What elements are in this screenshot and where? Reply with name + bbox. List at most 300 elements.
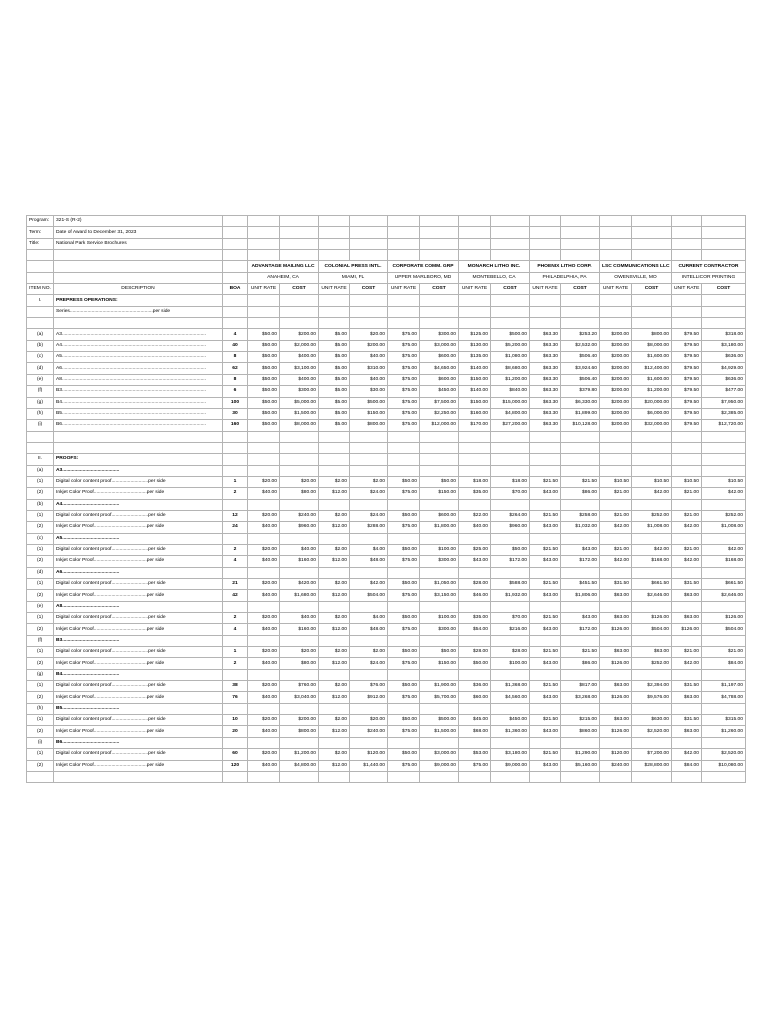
item-number: (b) bbox=[27, 340, 54, 351]
size-group-row bbox=[27, 567, 746, 578]
item-number: (1) bbox=[27, 681, 54, 692]
unit-rate-cell: $21.00 bbox=[600, 510, 632, 521]
item-description: Digital color content proof...........................per side bbox=[54, 681, 223, 692]
unit-rate-cell: $126.00 bbox=[600, 726, 632, 737]
unit-rate-cell: $25.00 bbox=[459, 544, 491, 555]
cost-cell: $84.00 bbox=[702, 658, 746, 669]
boa-quantity: 2 bbox=[223, 613, 248, 624]
cost-cell: $253.20 bbox=[561, 329, 600, 340]
cost-cell: $24.00 bbox=[350, 658, 388, 669]
cost-cell: $3,000.00 bbox=[420, 340, 459, 351]
cost-cell: $800.00 bbox=[632, 329, 672, 340]
item-number: (2) bbox=[27, 658, 54, 669]
unit-rate-cell: $28.00 bbox=[459, 579, 491, 590]
cost-cell: $400.00 bbox=[280, 374, 319, 385]
unit-rate-cell: $2.00 bbox=[319, 544, 350, 555]
item-description: A3.......................................................................................................... bbox=[54, 329, 223, 340]
item-description: Digital color content proof...........................per side bbox=[54, 510, 223, 521]
cost-cell: $506.40 bbox=[561, 352, 600, 363]
boa-quantity: 1 bbox=[223, 647, 248, 658]
cost-cell: $6,000.00 bbox=[632, 408, 672, 419]
cost-header: COST bbox=[420, 284, 459, 295]
note-row bbox=[27, 306, 746, 317]
term-value: Date of Award to December 31, 2023 bbox=[54, 227, 223, 238]
cost-cell: $76.00 bbox=[350, 681, 388, 692]
unit-rate-cell: $75.00 bbox=[388, 488, 420, 499]
unit-rate-cell: $200.00 bbox=[600, 397, 632, 408]
cost-cell: $2,646.00 bbox=[632, 590, 672, 601]
cost-cell: $912.00 bbox=[350, 692, 388, 703]
unit-rate-cell: $79.50 bbox=[672, 397, 702, 408]
unit-rate-cell: $20.00 bbox=[248, 681, 280, 692]
item-number: (i) bbox=[27, 420, 54, 431]
item-description: Digital color content proof...........................per side bbox=[54, 579, 223, 590]
cost-cell: $636.00 bbox=[702, 352, 746, 363]
cost-header: COST bbox=[491, 284, 530, 295]
term-row bbox=[27, 227, 746, 238]
unit-rate-cell: $2.00 bbox=[319, 579, 350, 590]
unit-rate-cell: $54.00 bbox=[459, 624, 491, 635]
cost-cell: $860.00 bbox=[561, 726, 600, 737]
cost-cell: $500.00 bbox=[420, 715, 459, 726]
bidder-name: LSC COMMUNICATIONS LLC bbox=[600, 261, 672, 272]
unit-rate-cell: $50.00 bbox=[388, 715, 420, 726]
cost-cell: $24.00 bbox=[350, 510, 388, 521]
unit-rate-cell: $50.00 bbox=[388, 476, 420, 487]
cost-cell: $504.00 bbox=[702, 624, 746, 635]
unit-rate-cell: $68.00 bbox=[459, 726, 491, 737]
unit-rate-cell: $200.00 bbox=[600, 386, 632, 397]
unit-rate-cell: $40.00 bbox=[248, 522, 280, 533]
item-number: (e) bbox=[27, 601, 54, 612]
title-label: Title: bbox=[27, 238, 54, 249]
cost-cell: $504.00 bbox=[350, 590, 388, 601]
table-row bbox=[27, 590, 746, 601]
cost-cell: $216.00 bbox=[491, 624, 530, 635]
unit-rate-cell: $63.00 bbox=[600, 590, 632, 601]
unit-rate-cell: $140.00 bbox=[459, 386, 491, 397]
cost-cell: $588.00 bbox=[491, 579, 530, 590]
item-no-header: ITEM NO. bbox=[27, 284, 54, 295]
cost-cell: $252.00 bbox=[632, 510, 672, 521]
table-row bbox=[27, 374, 746, 385]
item-number: (c) bbox=[27, 533, 54, 544]
item-description: B6.......................................................................................................... bbox=[54, 420, 223, 431]
section-title: PREPRESS OPERATIONS: bbox=[54, 295, 223, 306]
unit-rate-cell: $140.00 bbox=[459, 363, 491, 374]
unit-rate-cell: $43.00 bbox=[530, 624, 561, 635]
cost-cell: $1,260.00 bbox=[702, 726, 746, 737]
item-description: Digital color content proof...........................per side bbox=[54, 476, 223, 487]
cost-cell: $450.00 bbox=[420, 386, 459, 397]
bidder-location: OWENSVILLE, MO bbox=[600, 272, 672, 283]
item-description: A6.......................................................................................................... bbox=[54, 363, 223, 374]
blank-row bbox=[27, 318, 746, 329]
title-row bbox=[27, 238, 746, 249]
unit-rate-cell: $40.00 bbox=[248, 692, 280, 703]
blank-row bbox=[27, 442, 746, 453]
cost-cell: $4,800.00 bbox=[280, 760, 319, 771]
item-number: (d) bbox=[27, 363, 54, 374]
unit-rate-cell: $50.00 bbox=[248, 408, 280, 419]
cost-header: COST bbox=[561, 284, 600, 295]
item-description: A5.......................................................................................................... bbox=[54, 352, 223, 363]
item-description: A5.......................................... bbox=[54, 533, 223, 544]
boa-quantity: 8 bbox=[223, 374, 248, 385]
spacer-row bbox=[27, 250, 746, 261]
unit-rate-cell: $63.30 bbox=[530, 386, 561, 397]
unit-rate-cell: $200.00 bbox=[600, 340, 632, 351]
cost-cell: $400.00 bbox=[280, 352, 319, 363]
table-row bbox=[27, 613, 746, 624]
cost-cell: $63.00 bbox=[632, 647, 672, 658]
table-row bbox=[27, 658, 746, 669]
item-number: (a) bbox=[27, 329, 54, 340]
unit-rate-cell: $126.00 bbox=[672, 624, 702, 635]
cost-cell: $2,250.00 bbox=[420, 408, 459, 419]
item-description: Inkjet Color Proof.......................................per side bbox=[54, 522, 223, 533]
unit-rate-cell: $63.30 bbox=[530, 397, 561, 408]
unit-rate-cell: $40.00 bbox=[459, 522, 491, 533]
cost-cell: $3,924.60 bbox=[561, 363, 600, 374]
cost-cell: $40.00 bbox=[280, 613, 319, 624]
unit-rate-cell: $50.00 bbox=[248, 386, 280, 397]
cost-cell: $760.00 bbox=[280, 681, 319, 692]
item-number: (1) bbox=[27, 510, 54, 521]
table-row bbox=[27, 510, 746, 521]
item-number: (1) bbox=[27, 715, 54, 726]
unit-rate-cell: $42.00 bbox=[672, 556, 702, 567]
unit-rate-cell: $40.00 bbox=[248, 658, 280, 669]
unit-rate-cell: $42.00 bbox=[672, 749, 702, 760]
unit-rate-cell: $126.00 bbox=[600, 692, 632, 703]
unit-rate-cell: $2.00 bbox=[319, 749, 350, 760]
item-number: (2) bbox=[27, 760, 54, 771]
cost-cell: $4,800.00 bbox=[491, 408, 530, 419]
unit-rate-cell: $12.00 bbox=[319, 522, 350, 533]
cost-cell: $86.00 bbox=[561, 658, 600, 669]
cost-cell: $42.00 bbox=[702, 544, 746, 555]
column-header-row bbox=[27, 284, 746, 295]
unit-rate-cell: $75.00 bbox=[388, 522, 420, 533]
bidder-name: MONARCH LITHO INC. bbox=[459, 261, 530, 272]
cost-cell: $50.00 bbox=[491, 544, 530, 555]
table-row bbox=[27, 647, 746, 658]
size-group-row bbox=[27, 703, 746, 714]
unit-rate-cell: $21.00 bbox=[600, 488, 632, 499]
cost-cell: $4,650.00 bbox=[420, 363, 459, 374]
size-group-row bbox=[27, 499, 746, 510]
unit-rate-cell: $50.00 bbox=[248, 420, 280, 431]
cost-cell: $40.00 bbox=[350, 352, 388, 363]
unit-rate-cell: $18.00 bbox=[459, 476, 491, 487]
unit-rate-cell: $21.50 bbox=[530, 715, 561, 726]
cost-header: COST bbox=[350, 284, 388, 295]
unit-rate-cell: $5.00 bbox=[319, 374, 350, 385]
item-description: Inkjet Color Proof.......................................per side bbox=[54, 692, 223, 703]
item-number: (f) bbox=[27, 386, 54, 397]
unit-rate-cell: $75.00 bbox=[388, 363, 420, 374]
unit-rate-cell: $125.00 bbox=[459, 329, 491, 340]
unit-rate-cell: $5.00 bbox=[319, 340, 350, 351]
unit-rate-cell: $79.50 bbox=[672, 386, 702, 397]
unit-rate-cell: $43.00 bbox=[530, 522, 561, 533]
blank-row bbox=[27, 431, 746, 442]
item-number: II. bbox=[27, 454, 54, 465]
cost-cell: $27,200.00 bbox=[491, 420, 530, 431]
item-number: (c) bbox=[27, 352, 54, 363]
cost-cell: $80.00 bbox=[280, 488, 319, 499]
unit-rate-cell: $2.00 bbox=[319, 476, 350, 487]
unit-rate-cell: $21.50 bbox=[530, 579, 561, 590]
item-number: (1) bbox=[27, 579, 54, 590]
cost-cell: $50.00 bbox=[420, 476, 459, 487]
cost-cell: $21.00 bbox=[702, 647, 746, 658]
cost-cell: $3,180.00 bbox=[491, 749, 530, 760]
cost-cell: $1,440.00 bbox=[350, 760, 388, 771]
boa-quantity: 40 bbox=[223, 340, 248, 351]
unit-rate-cell: $50.00 bbox=[248, 374, 280, 385]
cost-cell: $215.00 bbox=[561, 715, 600, 726]
cost-cell: $20.00 bbox=[350, 329, 388, 340]
unit-rate-cell: $20.00 bbox=[248, 749, 280, 760]
unit-rate-header: UNIT RATE bbox=[530, 284, 561, 295]
cost-cell: $2,520.00 bbox=[702, 749, 746, 760]
unit-rate-cell: $75.00 bbox=[388, 352, 420, 363]
item-description: Series.............................................................per side bbox=[54, 306, 223, 317]
cost-cell: $1,680.00 bbox=[280, 590, 319, 601]
unit-rate-cell: $200.00 bbox=[600, 352, 632, 363]
cost-cell: $42.00 bbox=[632, 544, 672, 555]
cost-cell: $20.00 bbox=[350, 715, 388, 726]
unit-rate-cell: $31.50 bbox=[600, 579, 632, 590]
unit-rate-cell: $200.00 bbox=[600, 329, 632, 340]
unit-rate-header: UNIT RATE bbox=[672, 284, 702, 295]
unit-rate-cell: $79.50 bbox=[672, 363, 702, 374]
unit-rate-cell: $50.00 bbox=[388, 681, 420, 692]
boa-quantity: 24 bbox=[223, 522, 248, 533]
unit-rate-cell: $21.00 bbox=[672, 510, 702, 521]
cost-cell: $1,200.00 bbox=[491, 374, 530, 385]
cost-cell: $240.00 bbox=[280, 510, 319, 521]
item-description: A6.......................................... bbox=[54, 567, 223, 578]
unit-rate-cell: $75.00 bbox=[388, 329, 420, 340]
cost-cell: $7,950.00 bbox=[702, 397, 746, 408]
cost-cell: $150.00 bbox=[420, 658, 459, 669]
cost-cell: $2,532.00 bbox=[561, 340, 600, 351]
cost-cell: $3,000.00 bbox=[420, 749, 459, 760]
cost-cell: $70.00 bbox=[491, 488, 530, 499]
item-number: (d) bbox=[27, 567, 54, 578]
cost-cell: $477.00 bbox=[702, 386, 746, 397]
item-description: B3.......................................... bbox=[54, 635, 223, 646]
cost-cell: $200.00 bbox=[280, 329, 319, 340]
bidder-location: MIAMI, FL bbox=[319, 272, 388, 283]
cost-cell: $2,520.00 bbox=[632, 726, 672, 737]
item-description: A8.......................................................................................................... bbox=[54, 374, 223, 385]
cost-cell: $43.00 bbox=[561, 544, 600, 555]
cost-cell: $1,200.00 bbox=[632, 386, 672, 397]
item-number bbox=[27, 306, 54, 317]
unit-rate-cell: $40.00 bbox=[248, 556, 280, 567]
unit-rate-cell: $63.00 bbox=[672, 692, 702, 703]
boa-quantity: 4 bbox=[223, 556, 248, 567]
cost-cell: $1,008.00 bbox=[702, 522, 746, 533]
unit-rate-header: UNIT RATE bbox=[459, 284, 491, 295]
unit-rate-cell: $50.00 bbox=[459, 658, 491, 669]
unit-rate-cell: $2.00 bbox=[319, 681, 350, 692]
boa-quantity: 4 bbox=[223, 624, 248, 635]
cost-cell: $42.00 bbox=[632, 488, 672, 499]
bid-tabulation-sheet bbox=[26, 215, 746, 783]
item-description: Digital color content proof...........................per side bbox=[54, 613, 223, 624]
boa-quantity: 2 bbox=[223, 544, 248, 555]
cost-cell: $1,008.00 bbox=[632, 522, 672, 533]
cost-cell: $600.00 bbox=[420, 510, 459, 521]
cost-cell: $126.00 bbox=[702, 613, 746, 624]
unit-rate-cell: $43.00 bbox=[459, 556, 491, 567]
section-header-row bbox=[27, 295, 746, 306]
unit-rate-cell: $200.00 bbox=[600, 420, 632, 431]
unit-rate-cell: $10.50 bbox=[600, 476, 632, 487]
cost-cell: $4,929.00 bbox=[702, 363, 746, 374]
cost-cell: $150.00 bbox=[350, 408, 388, 419]
item-number: (1) bbox=[27, 647, 54, 658]
size-group-row bbox=[27, 465, 746, 476]
boa-quantity: 4 bbox=[223, 329, 248, 340]
unit-rate-cell: $2.00 bbox=[319, 613, 350, 624]
cost-cell: $4.00 bbox=[350, 544, 388, 555]
cost-cell: $5,000.00 bbox=[280, 397, 319, 408]
unit-rate-cell: $21.50 bbox=[530, 510, 561, 521]
unit-rate-cell: $22.00 bbox=[459, 510, 491, 521]
unit-rate-cell: $43.00 bbox=[530, 488, 561, 499]
unit-rate-cell: $2.00 bbox=[319, 715, 350, 726]
cost-cell: $800.00 bbox=[280, 726, 319, 737]
cost-cell: $20.00 bbox=[280, 647, 319, 658]
unit-rate-cell: $63.00 bbox=[600, 613, 632, 624]
unit-rate-cell: $63.30 bbox=[530, 420, 561, 431]
cost-header: COST bbox=[702, 284, 746, 295]
unit-rate-cell: $12.00 bbox=[319, 624, 350, 635]
cost-cell: $2.00 bbox=[350, 647, 388, 658]
cost-cell: $4,560.00 bbox=[491, 692, 530, 703]
cost-cell: $506.40 bbox=[561, 374, 600, 385]
cost-cell: $126.00 bbox=[632, 613, 672, 624]
table-row bbox=[27, 544, 746, 555]
cost-cell: $800.00 bbox=[350, 420, 388, 431]
cost-cell: $252.00 bbox=[702, 510, 746, 521]
item-description: Inkjet Color Proof.......................................per side bbox=[54, 760, 223, 771]
cost-cell: $100.00 bbox=[420, 544, 459, 555]
cost-cell: $6,330.00 bbox=[561, 397, 600, 408]
item-description: B6.......................................... bbox=[54, 737, 223, 748]
item-number: (2) bbox=[27, 590, 54, 601]
unit-rate-cell: $20.00 bbox=[248, 476, 280, 487]
unit-rate-header: UNIT RATE bbox=[600, 284, 632, 295]
cost-cell: $1,050.00 bbox=[420, 579, 459, 590]
unit-rate-cell: $12.00 bbox=[319, 760, 350, 771]
cost-cell: $160.00 bbox=[280, 556, 319, 567]
bidder-location: INTELLICOR PRINTING bbox=[672, 272, 746, 283]
cost-cell: $12,000.00 bbox=[420, 420, 459, 431]
unit-rate-cell: $75.00 bbox=[388, 397, 420, 408]
unit-rate-cell: $150.00 bbox=[459, 374, 491, 385]
size-group-row bbox=[27, 635, 746, 646]
unit-rate-cell: $35.00 bbox=[459, 613, 491, 624]
cost-cell: $2,394.00 bbox=[632, 681, 672, 692]
cost-cell: $1,290.00 bbox=[561, 749, 600, 760]
cost-cell: $661.50 bbox=[632, 579, 672, 590]
cost-cell: $200.00 bbox=[350, 340, 388, 351]
cost-cell: $9,000.00 bbox=[420, 760, 459, 771]
unit-rate-cell: $150.00 bbox=[459, 397, 491, 408]
unit-rate-cell: $160.00 bbox=[459, 408, 491, 419]
table-row bbox=[27, 692, 746, 703]
cost-cell: $100.00 bbox=[420, 613, 459, 624]
boa-quantity: 62 bbox=[223, 363, 248, 374]
table-row bbox=[27, 363, 746, 374]
unit-rate-cell: $20.00 bbox=[248, 544, 280, 555]
boa-quantity: 21 bbox=[223, 579, 248, 590]
unit-rate-cell: $20.00 bbox=[248, 510, 280, 521]
cost-cell: $15,000.00 bbox=[491, 397, 530, 408]
table-row bbox=[27, 420, 746, 431]
unit-rate-cell: $43.00 bbox=[530, 556, 561, 567]
unit-rate-cell: $50.00 bbox=[388, 647, 420, 658]
cost-cell: $168.00 bbox=[702, 556, 746, 567]
unit-rate-cell: $12.00 bbox=[319, 590, 350, 601]
bidder-location: UPPER MARLBORO, MD bbox=[388, 272, 459, 283]
cost-cell: $172.00 bbox=[491, 556, 530, 567]
unit-rate-cell: $50.00 bbox=[388, 579, 420, 590]
cost-cell: $379.80 bbox=[561, 386, 600, 397]
size-group-row bbox=[27, 669, 746, 680]
unit-rate-cell: $75.00 bbox=[459, 760, 491, 771]
cost-cell: $5,200.00 bbox=[491, 340, 530, 351]
cost-cell: $1,500.00 bbox=[280, 408, 319, 419]
unit-rate-header: UNIT RATE bbox=[388, 284, 420, 295]
cost-cell: $3,100.00 bbox=[280, 363, 319, 374]
table-row bbox=[27, 352, 746, 363]
cost-cell: $500.00 bbox=[350, 397, 388, 408]
cost-cell: $2.00 bbox=[350, 476, 388, 487]
unit-rate-cell: $79.50 bbox=[672, 408, 702, 419]
unit-rate-cell: $63.00 bbox=[672, 726, 702, 737]
unit-rate-cell: $63.00 bbox=[600, 647, 632, 658]
unit-rate-cell: $75.00 bbox=[388, 374, 420, 385]
unit-rate-cell: $75.00 bbox=[388, 408, 420, 419]
cost-cell: $1,600.00 bbox=[632, 374, 672, 385]
unit-rate-cell: $135.00 bbox=[459, 352, 491, 363]
cost-cell: $1,899.00 bbox=[561, 408, 600, 419]
item-number: (b) bbox=[27, 499, 54, 510]
unit-rate-cell: $35.00 bbox=[459, 488, 491, 499]
unit-rate-cell: $79.50 bbox=[672, 340, 702, 351]
item-number: (1) bbox=[27, 476, 54, 487]
unit-rate-cell: $21.00 bbox=[672, 488, 702, 499]
cost-cell: $2,646.00 bbox=[702, 590, 746, 601]
unit-rate-cell: $75.00 bbox=[388, 556, 420, 567]
cost-cell: $3,180.00 bbox=[702, 340, 746, 351]
unit-rate-cell: $20.00 bbox=[248, 579, 280, 590]
cost-cell: $451.50 bbox=[561, 579, 600, 590]
item-number: (2) bbox=[27, 692, 54, 703]
unit-rate-cell: $40.00 bbox=[248, 624, 280, 635]
cost-cell: $40.00 bbox=[350, 374, 388, 385]
cost-cell: $8,000.00 bbox=[632, 340, 672, 351]
cost-cell: $7,200.00 bbox=[632, 749, 672, 760]
